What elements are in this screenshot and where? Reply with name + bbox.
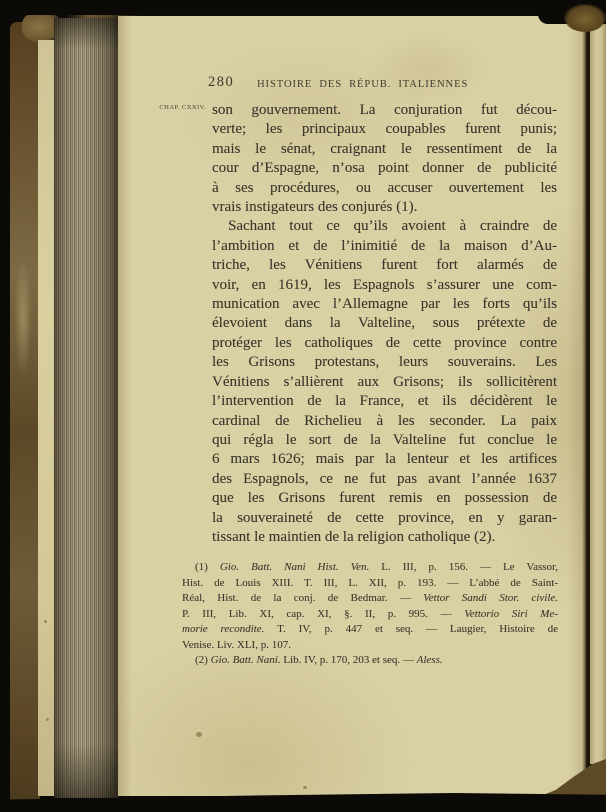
footnote-text: Lib. IV, p. 170, 203 et seq. —: [280, 654, 417, 666]
body-line: 6 mars 1626; mais par la lenteur et les artifices: [212, 451, 557, 468]
footnote-line: [182, 638, 558, 654]
body-line: son gouvernement. La conjuration fut décou-: [212, 102, 557, 118]
body-line: mais le sénat, craignant le ressentiment de la: [212, 140, 557, 157]
footnote-text: T. IV, p. 447 et seq. — Laugier, Histoire de: [264, 623, 558, 635]
footnote-2: [182, 653, 558, 669]
body-line: cardinal de Richelieu à les seconder. La paix: [212, 412, 557, 429]
body-line: la souveraineté de cette province, en y garan-: [212, 509, 557, 526]
footnote-citation-italic: Gio. Batt. Nani Hist. Ven.: [219, 561, 370, 573]
body-line: l’ambition et de l’inimitié de la maison d’Au-: [212, 237, 557, 254]
footnote-text: P. III, Lib. XI, cap. XI, §. II, p. 995. —: [182, 607, 465, 620]
footnote-1: [182, 560, 558, 653]
footnote-line: [182, 653, 558, 669]
body-line: verte; les principaux coupables furent punis;: [212, 121, 557, 138]
background-top: [0, 0, 606, 15]
paper-speck: [303, 786, 307, 789]
body-line: Vénitiens s’allièrent aux Grisons; ils sollicitèrent: [212, 373, 557, 390]
footnote-text: (1): [195, 561, 220, 573]
footnote-text: L. III, p. 156. — Le Vassor,: [369, 561, 558, 573]
body-line: que les Grisons furent remis en possession de: [212, 490, 557, 507]
body-line: à ses procédures, ou accuser ouvertement les: [212, 179, 557, 196]
body-line: l’intervention de la France, et ils décidèrent le: [212, 393, 557, 410]
body-line: les Grisons protestans, leurs souverains. Les: [212, 354, 557, 371]
footnote-text: Hist. de Louis XIII. T. III, L. XII, p. 193. — L’abbé de Saint-: [182, 576, 558, 589]
footnote-citation-italic: Gio. Batt. Nani.: [210, 654, 281, 666]
footnote-line: [182, 591, 558, 607]
paper-speck: [196, 732, 202, 737]
body-line: triche, les Vénitiens furent fort alarmés de: [212, 257, 557, 274]
facing-page-edge: [590, 12, 606, 764]
page-edges-texture: [54, 18, 118, 798]
body-line: vrais instigateurs des conjurés (1).: [212, 199, 418, 216]
body-line: munication avec l’Allemagne par les forts qu’ils: [212, 296, 557, 313]
body-line: cour d’Espagne, n’osa point donner de publicité: [212, 160, 557, 177]
book-cover-edge: [10, 22, 40, 808]
paper-speck: [44, 620, 47, 623]
body-line: voir, en 1619, les Espagnols s’assurer une com-: [212, 276, 557, 293]
footnote-citation-italic: Vettorio Siri Me-: [464, 607, 559, 620]
body-line: qui régla le sort de la Valteline fut conclue le: [212, 431, 557, 448]
body-line: protéger les catholiques de cette province contre: [212, 334, 557, 351]
body-line: tissant le maintien de la religion catholique (2).: [212, 528, 496, 545]
paper-speck: [46, 718, 49, 721]
body-line: des Espagnols, ce ne fut pas avant l’année 1637: [212, 470, 557, 487]
footnote-line: [182, 607, 558, 623]
footnote-line: [182, 622, 558, 638]
footnote-text: Venise. Liv. XLI, p. 107.: [182, 638, 291, 651]
body-text: [212, 101, 557, 547]
footnote-citation-italic: morie recondite.: [182, 623, 265, 635]
footnote-text: Réal, Hist. de la conj. de Bedmar. —: [182, 592, 424, 604]
paragraph-1: [212, 101, 557, 217]
chapter-margin-note: CHAP. CXXIV.: [159, 104, 206, 111]
footnote-line: [182, 560, 558, 576]
footnote-line: [182, 576, 558, 592]
footnote-citation-italic: Vettor Sandi Stor. civile.: [423, 592, 558, 604]
page-number: 280: [208, 74, 235, 90]
running-title: HISTOIRE DES RÉPUB. ITALIENNES: [257, 79, 469, 90]
book-page: [118, 16, 586, 796]
body-line: Sachant tout ce qu’ils avoient à craindre de: [228, 218, 557, 235]
body-line: élevoient dans la Valteline, sous prétexte de: [212, 315, 557, 332]
paragraph-2: [212, 217, 557, 547]
footnote-citation-italic: Aless.: [416, 654, 443, 666]
footnotes: [182, 560, 558, 669]
footnote-text: (2): [195, 654, 211, 666]
binding-knot-top: [564, 4, 606, 32]
